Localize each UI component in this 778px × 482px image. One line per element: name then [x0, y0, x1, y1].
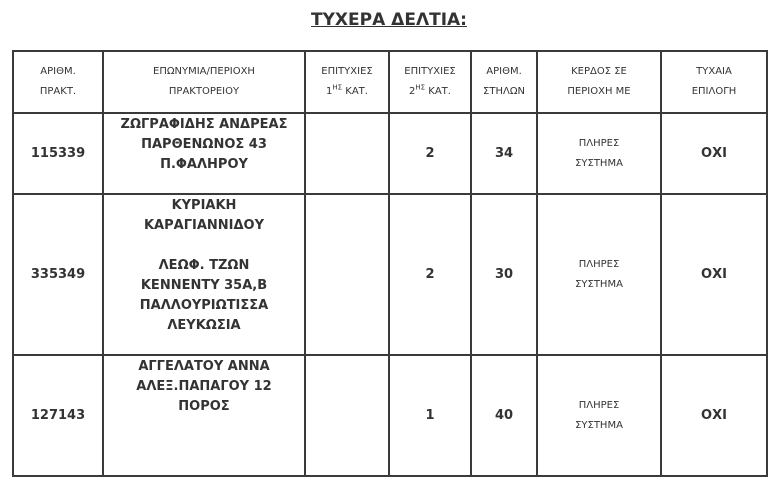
header-cat1: ΕΠΙΤΥΧΙΕΣ $1^{H\Sigma}$ ΚΑΤ. — [305, 51, 389, 113]
lucky-tickets-table — [12, 50, 768, 477]
agency-cell: ΖΩΓΡΑΦΙΔΗΣ ΑΝΔΡΕΑΣ ΠΑΡΘΕΝΩΝΟΣ 43 Π.ΦΑΛΗΡΟΥ — [103, 113, 305, 194]
header-win-area: ΚΕΡΔΟΣ ΣΕ ΠΕΡΙΟΧΗ ΜΕ — [537, 51, 661, 113]
agency-cell: ΑΓΓΕΛΑΤΟΥ ΑΝΝΑ ΑΛΕΞ.ΠΑΠΑΓΟΥ 12 ΠΟΡΟΣ — [103, 355, 305, 476]
agent-no-cell: 335349 — [13, 194, 103, 355]
agency-cell: ΚΥΡΙΑΚΗ ΚΑΡΑΓΙΑΝΝΙΔΟΥ ΛΕΩΦ. ΤΖΩΝ ΚΕΝΝΕΝΤΥ 35Α,Β ΠΑΛΛΟΥΡΙΩΤΙΣΣΑ ΛΕΥΚΩΣΙΑ — [103, 194, 305, 355]
win-area-cell: ΠΛΗΡΕΣ ΣΥΣΤΗΜΑ — [537, 194, 661, 355]
page-title: ΤΥΧΕΡΑ ΔΕΛΤΙΑ: — [311, 10, 467, 30]
cat1-cell — [305, 113, 389, 194]
cat2-cell: 2 — [389, 113, 471, 194]
table-row — [13, 113, 767, 194]
table-header-row — [13, 51, 767, 113]
agent-no-cell: 127143 — [13, 355, 103, 476]
agent-no-cell: 115339 — [13, 113, 103, 194]
table-row — [13, 194, 767, 355]
header-random: ΤΥΧΑΙΑ ΕΠΙΛΟΓΗ — [661, 51, 767, 113]
random-cell: ΟΧΙ — [661, 113, 767, 194]
header-agency: ΕΠΩΝΥΜΙΑ/ΠΕΡΙΟΧΗ ΠΡΑΚΤΟΡΕΙΟΥ — [103, 51, 305, 113]
cat2-cell: 1 — [389, 355, 471, 476]
win-area-cell: ΠΛΗΡΕΣ ΣΥΣΤΗΜΑ — [537, 355, 661, 476]
cat1-cell — [305, 355, 389, 476]
table-row — [13, 355, 767, 476]
cat2-cell: 2 — [389, 194, 471, 355]
columns-cell: 30 — [471, 194, 537, 355]
cat1-cell — [305, 194, 389, 355]
columns-cell: 40 — [471, 355, 537, 476]
random-cell: ΟΧΙ — [661, 355, 767, 476]
win-area-cell: ΠΛΗΡΕΣ ΣΥΣΤΗΜΑ — [537, 113, 661, 194]
header-agent-no: ΑΡΙΘΜ. ΠΡΑΚΤ. — [13, 51, 103, 113]
header-columns: ΑΡΙΘΜ. ΣΤΗΛΩΝ — [471, 51, 537, 113]
header-cat2: ΕΠΙΤΥΧΙΕΣ $2^{H\Sigma}$ ΚΑΤ. — [389, 51, 471, 113]
random-cell: ΟΧΙ — [661, 194, 767, 355]
columns-cell: 34 — [471, 113, 537, 194]
